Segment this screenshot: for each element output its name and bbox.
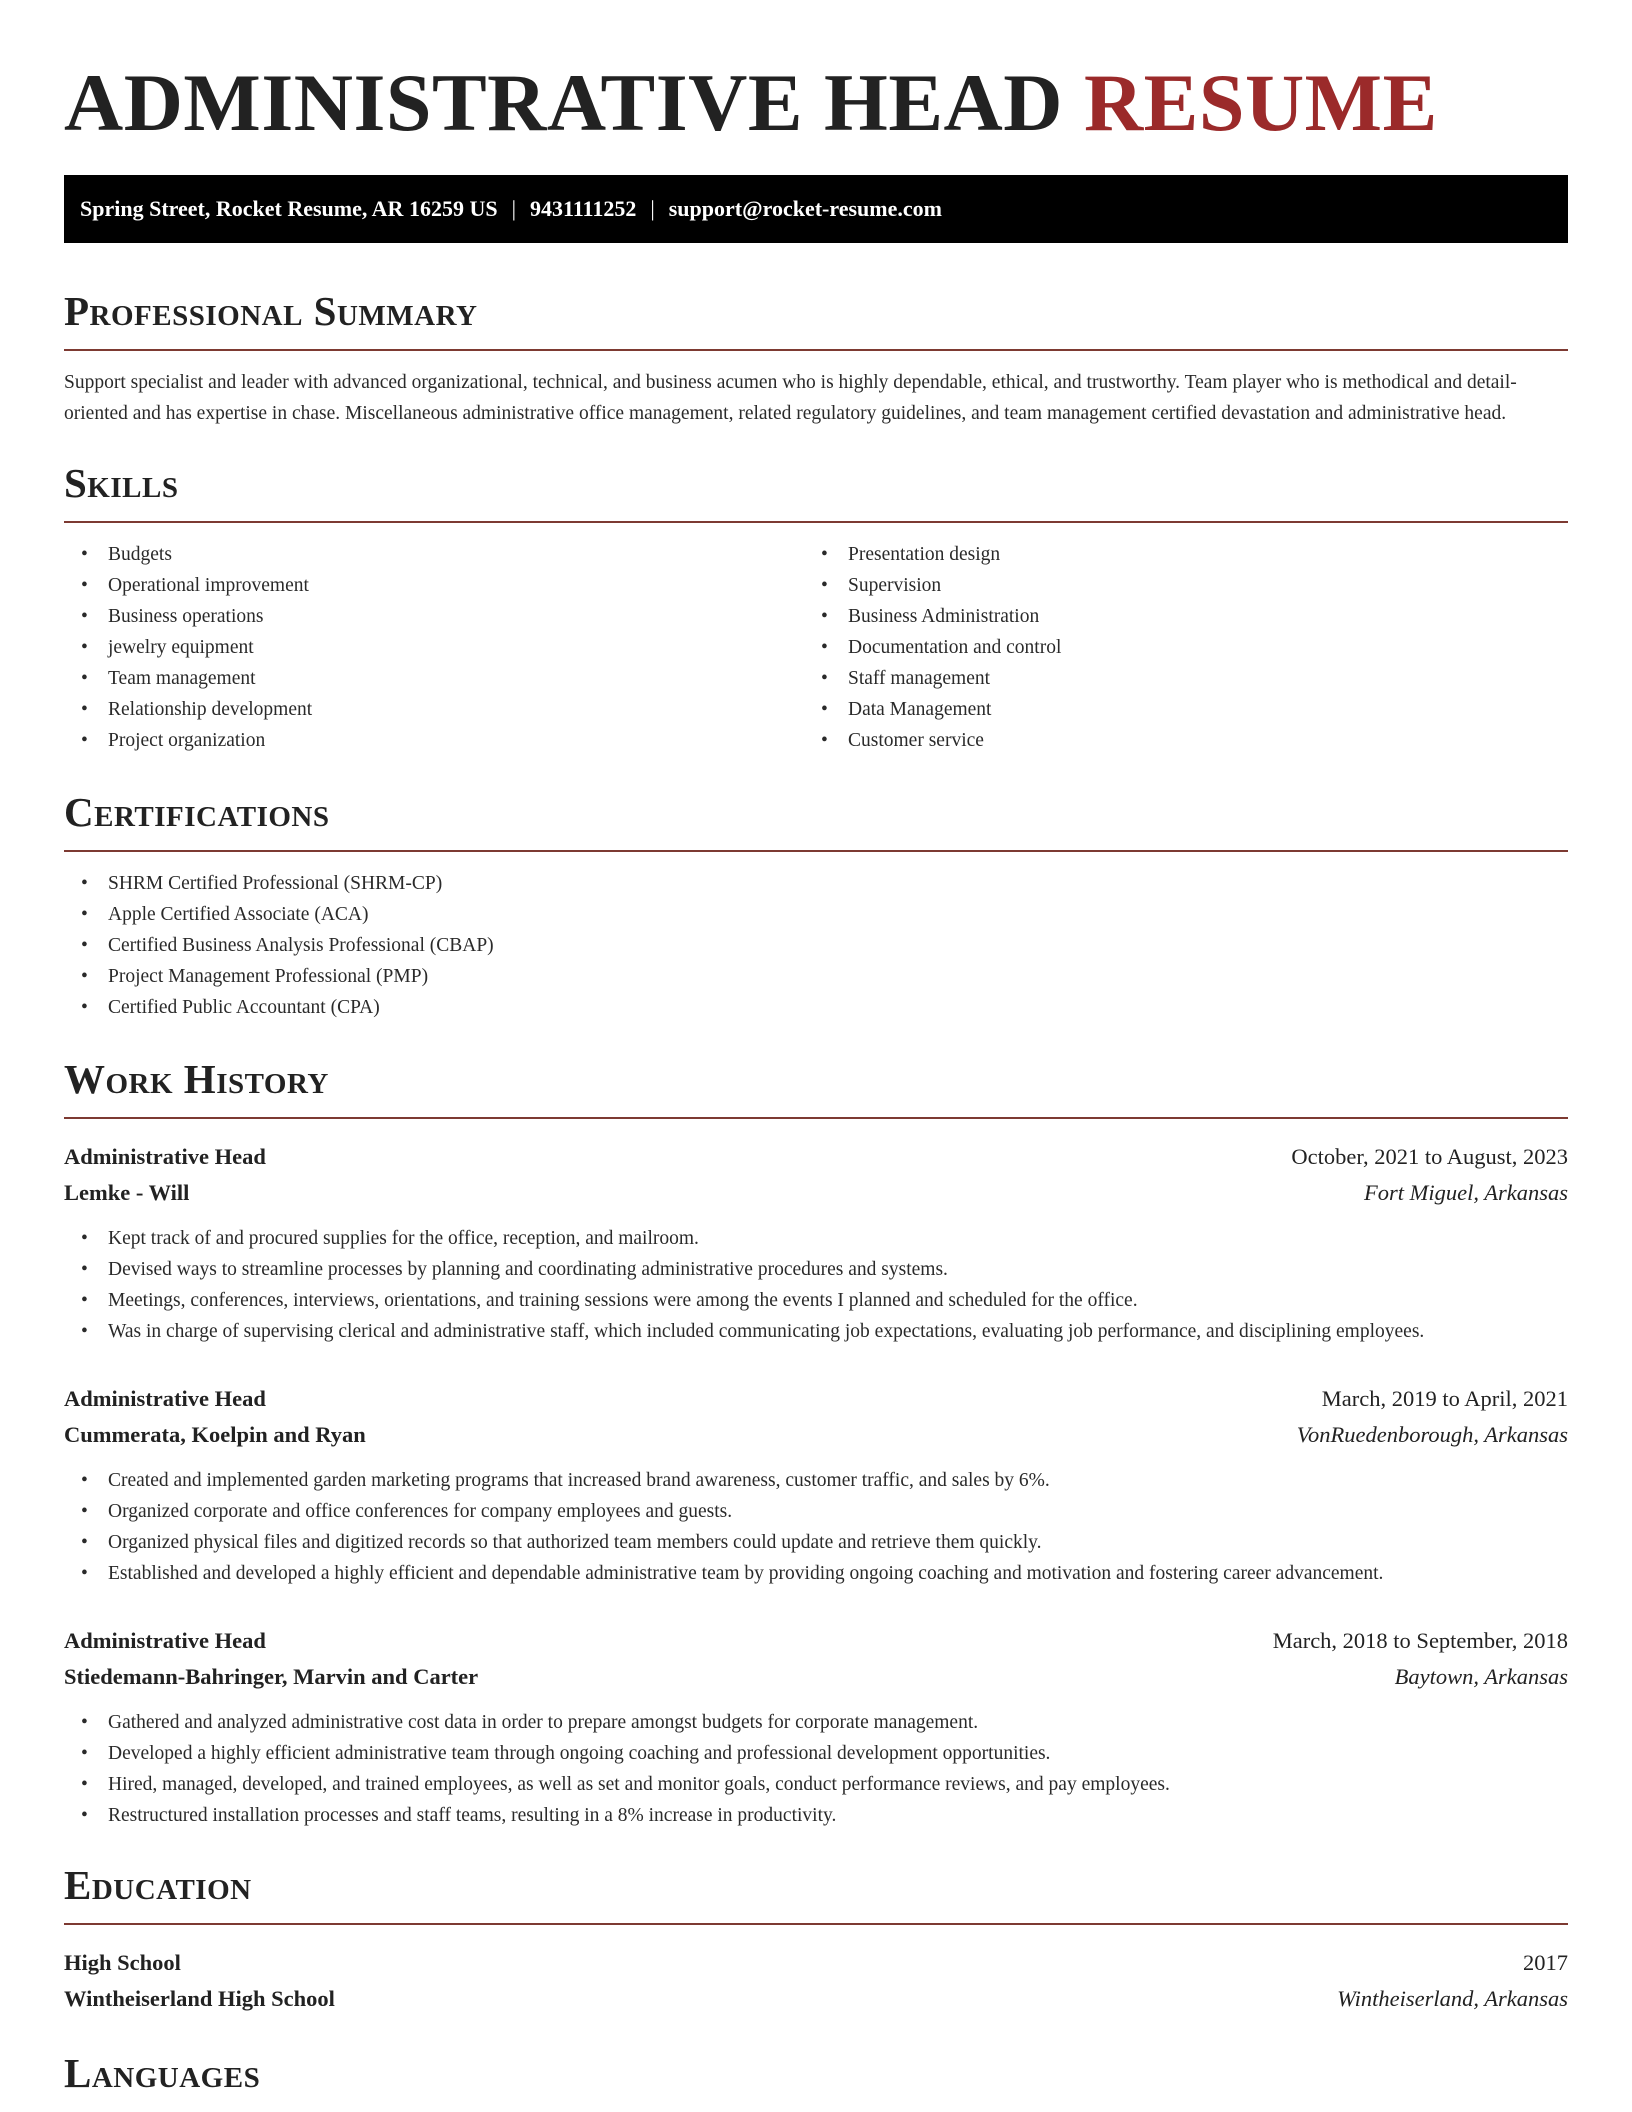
section-heading: Education	[64, 1862, 252, 1908]
job-duty: • Established and developed a highly efficient and dependable administrative team by providing ongoing coaching and motivation and fostering career advancement.	[64, 1558, 1568, 1589]
job-location: Fort Miguel, Arkansas	[1364, 1180, 1568, 1205]
summary-text: Support specialist and leader with advanced organizational, technical, and business acumen who is highly dependable, ethical, and trustworthy. Team player who is methodical and detail-oriented and has expertise in chase. Miscellaneous administrative office management, related regulatory guidelines, and team management certified devastation and administrative head.	[64, 372, 1517, 424]
job-duty: • Was in charge of supervising clerical and administrative staff, which included communicating job expectations, evaluating job performance, and disciplining employees.	[64, 1316, 1568, 1347]
section-divider	[64, 850, 1568, 852]
skills-list-right	[804, 539, 1544, 756]
contact-separator: |	[511, 196, 516, 221]
job-location: Baytown, Arkansas	[1394, 1664, 1568, 1689]
job-duty: • Hired, managed, developed, and trained employees, as well as set and monitor goals, conduct performance reviews, and pay employees.	[64, 1769, 1568, 1800]
section-divider	[64, 1923, 1568, 1925]
job-entry	[64, 1381, 1568, 1589]
job-dates: March, 2019 to April, 2021	[1321, 1386, 1568, 1411]
languages-section	[64, 2049, 1568, 2097]
skill-item: • Relationship development	[64, 694, 804, 725]
skills-list-left	[64, 539, 804, 756]
skill-item: • Data Management	[804, 694, 1544, 725]
skill-item: • Presentation design	[804, 539, 1544, 570]
job-location: VonRuedenborough, Arkansas	[1296, 1422, 1568, 1447]
skill-item: • jewelry equipment	[64, 632, 804, 663]
job-company-row	[64, 1659, 1568, 1695]
job-entry	[64, 1139, 1568, 1347]
job-dates: October, 2021 to August, 2023	[1291, 1144, 1568, 1169]
education-school: Wintheiserland High School	[64, 1986, 335, 2011]
certification-item: • SHRM Certified Professional (SHRM-CP)	[64, 868, 1568, 899]
education-header-row	[64, 1945, 1568, 1981]
skill-item: • Team management	[64, 663, 804, 694]
section-heading: Certifications	[64, 789, 330, 835]
skill-item: • Project organization	[64, 725, 804, 756]
section-heading: Languages	[64, 2050, 261, 2096]
job-company: Cummerata, Koelpin and Ryan	[64, 1422, 366, 1447]
certification-item: • Project Management Professional (PMP)	[64, 961, 1568, 992]
job-dates: March, 2018 to September, 2018	[1272, 1628, 1568, 1653]
job-duties-list	[64, 1465, 1568, 1589]
job-header-row	[64, 1381, 1568, 1417]
contact-separator: |	[650, 196, 655, 221]
job-duty: • Meetings, conferences, interviews, orientations, and training sessions were among the events I planned and scheduled for the office.	[64, 1285, 1568, 1316]
section-heading: Skills	[64, 460, 179, 506]
education-section	[64, 1861, 1568, 2017]
job-header-row	[64, 1139, 1568, 1175]
job-duty: • Developed a highly efficient administrative team through ongoing coaching and professional development opportunities.	[64, 1738, 1568, 1769]
skill-item: • Business operations	[64, 601, 804, 632]
education-entry	[64, 1945, 1568, 2017]
job-title: Administrative Head	[64, 1628, 266, 1653]
contact-bar	[64, 175, 1568, 243]
job-duty: • Devised ways to streamline processes by planning and coordinating administrative procedures and systems.	[64, 1254, 1568, 1285]
professional-summary-section	[64, 287, 1568, 429]
education-year: 2017	[1523, 1950, 1568, 1975]
job-duty: • Gathered and analyzed administrative cost data in order to prepare amongst budgets for corporate management.	[64, 1707, 1568, 1738]
education-degree: High School	[64, 1950, 181, 1975]
work-history-section	[64, 1055, 1568, 1831]
job-company: Lemke - Will	[64, 1180, 190, 1205]
skill-item: • Staff management	[804, 663, 1544, 694]
skill-item: • Business Administration	[804, 601, 1544, 632]
section-divider	[64, 1117, 1568, 1119]
job-duty: • Organized corporate and office conferences for company employees and guests.	[64, 1496, 1568, 1527]
section-divider	[64, 349, 1568, 351]
certification-item: • Certified Business Analysis Professional (CBAP)	[64, 930, 1568, 961]
job-company-row	[64, 1175, 1568, 1211]
job-duty: • Created and implemented garden marketing programs that increased brand awareness, customer traffic, and sales by 6%.	[64, 1465, 1568, 1496]
skill-item: • Customer service	[804, 725, 1544, 756]
skill-item: • Budgets	[64, 539, 804, 570]
job-duty: • Kept track of and procured supplies for the office, reception, and mailroom.	[64, 1223, 1568, 1254]
job-duty: • Restructured installation processes and staff teams, resulting in a 8% increase in productivity.	[64, 1800, 1568, 1831]
skill-item: • Supervision	[804, 570, 1544, 601]
job-company: Stiedemann-Bahringer, Marvin and Carter	[64, 1664, 479, 1689]
education-location: Wintheiserland, Arkansas	[1337, 1986, 1568, 2011]
skill-item: • Operational improvement	[64, 570, 804, 601]
certifications-list	[64, 868, 1568, 1023]
section-heading: Work History	[64, 1056, 329, 1102]
job-header-row	[64, 1623, 1568, 1659]
job-title: Administrative Head	[64, 1144, 266, 1169]
title-main: ADMINISTRATIVE HEAD	[64, 57, 1063, 148]
education-school-row	[64, 1981, 1568, 2017]
job-entry	[64, 1623, 1568, 1831]
resume-title	[64, 55, 1568, 151]
contact-email: support@rocket-resume.com	[668, 196, 942, 221]
job-company-row	[64, 1417, 1568, 1453]
job-duty: • Organized physical files and digitized records so that authorized team members could update and retrieve them quickly.	[64, 1527, 1568, 1558]
certification-item: • Apple Certified Associate (ACA)	[64, 899, 1568, 930]
title-accent: RESUME	[1083, 57, 1438, 148]
job-duties-list	[64, 1707, 1568, 1831]
job-title: Administrative Head	[64, 1386, 266, 1411]
contact-phone: 9431111252	[529, 196, 637, 221]
skills-grid	[64, 539, 1568, 756]
skill-item: • Documentation and control	[804, 632, 1544, 663]
section-heading: Professional Summary	[64, 288, 478, 334]
section-divider	[64, 521, 1568, 523]
skills-section	[64, 459, 1568, 756]
certification-item: • Certified Public Accountant (CPA)	[64, 992, 1568, 1023]
job-duties-list	[64, 1223, 1568, 1347]
certifications-section	[64, 788, 1568, 1023]
contact-address: Spring Street, Rocket Resume, AR 16259 US	[80, 196, 498, 221]
